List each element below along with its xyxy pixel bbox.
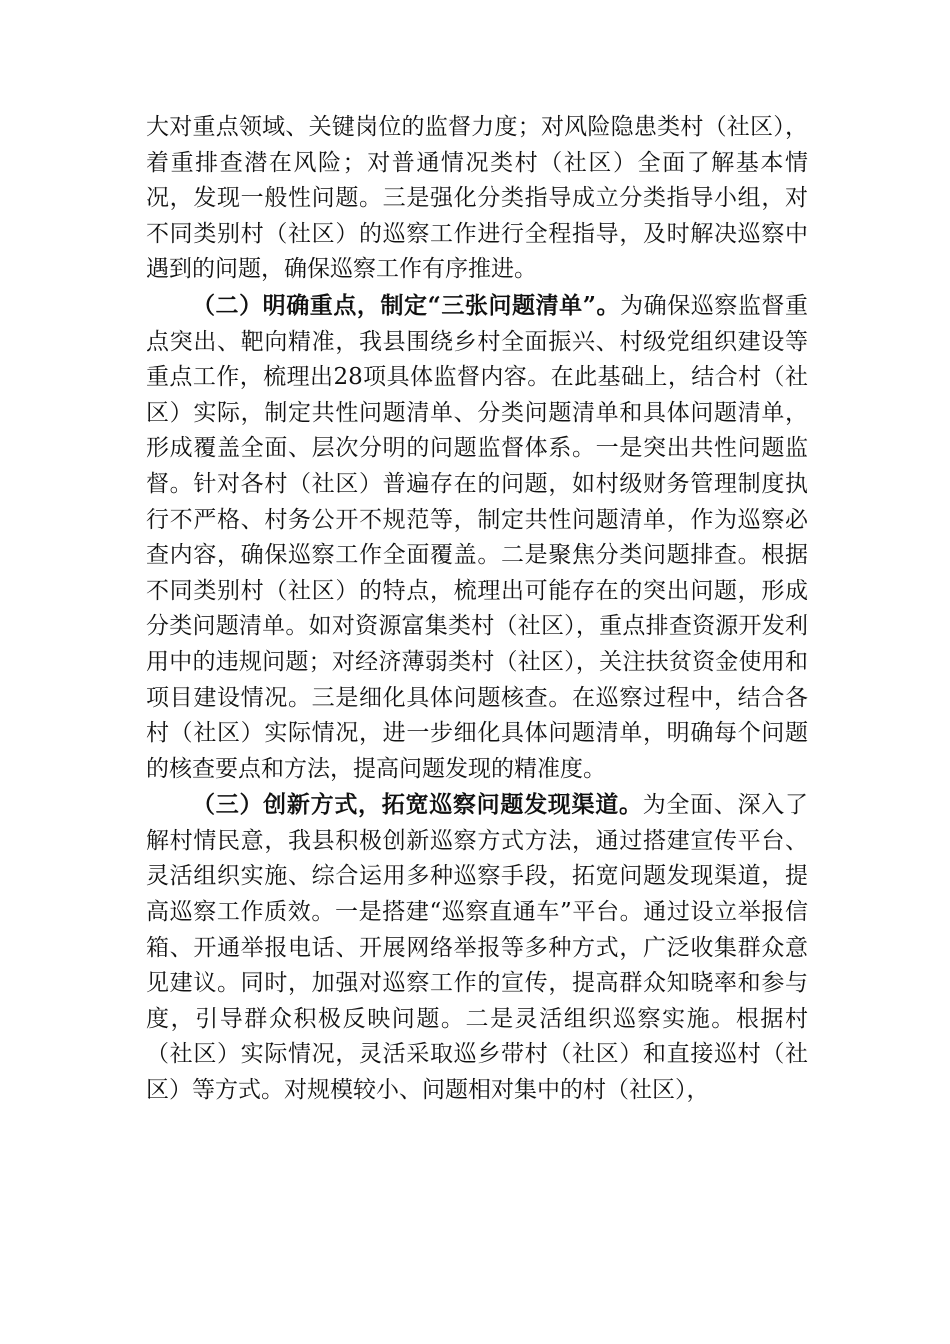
document-page: [146, 110, 808, 1109]
paragraph-text: 大对重点领域、关键岗位的监督力度；对风险隐患类村（社区），着重排查潜在风险；对普通情况类村（社区）全面了解基本情况，发现一般性问题。三是强化分类指导成立分类指导小组，对不同类别村（社区）的巡察工作进行全程指导，及时解决巡察中遇到的问题，确保巡察工作有序推进。: [146, 114, 808, 283]
paragraph-section-3: [146, 787, 808, 1108]
paragraph-text: 为确保巡察监督重点突出、靶向精准，我县围绕乡村全面振兴、村级党组织建设等重点工作，梳理出28项具体监督内容。在此基础上，结合村（社区）实际，制定共性问题清单、分类问题清单和具体问题清单，形成覆盖全面、层次分明的问题监督体系。一是突出共性问题监督。针对各村（社区）普遍存在的问题，如村级财务管理制度执行不严格、村务公开不规范等，制定共性问题清单，作为巡察必查内容，确保巡察工作全面覆盖。二是聚焦分类问题排查。根据不同类别村（社区）的特点，梳理出可能存在的突出问题，形成分类问题清单。如对资源富集类村（社区），重点排查资源开发利用中的违规问题；对经济薄弱类村（社区），关注扶贫资金使用和项目建设情况。三是细化具体问题核查。在巡察过程中，结合各村（社区）实际情况，进一步细化具体问题清单，明确每个问题的核查要点和方法，提高问题发现的精准度。: [146, 292, 808, 782]
paragraph-continued: [146, 110, 808, 288]
paragraph-text: 为全面、深入了解村情民意，我县积极创新巡察方式方法，通过搭建宣传平台、灵活组织实施、综合运用多种巡察手段，拓宽问题发现渠道，提高巡察工作质效。一是搭建“巡察直通车”平台。通过设立举报信箱、开通举报电话、开展网络举报等多种方式，广泛收集群众意见建议。同时，加强对巡察工作的宣传，提高群众知晓率和参与度，引导群众积极反映问题。二是灵活组织巡察实施。根据村（社区）实际情况，灵活采取巡乡带村（社区）和直接巡村（社区）等方式。对规模较小、问题相对集中的村（社区），: [146, 792, 809, 1104]
paragraph-section-2: [146, 288, 808, 787]
section-heading-2: （二）明确重点，制定“三张问题清单”。: [192, 291, 621, 319]
section-heading-3: （三）创新方式，拓宽巡察问题发现渠道。: [192, 791, 643, 819]
